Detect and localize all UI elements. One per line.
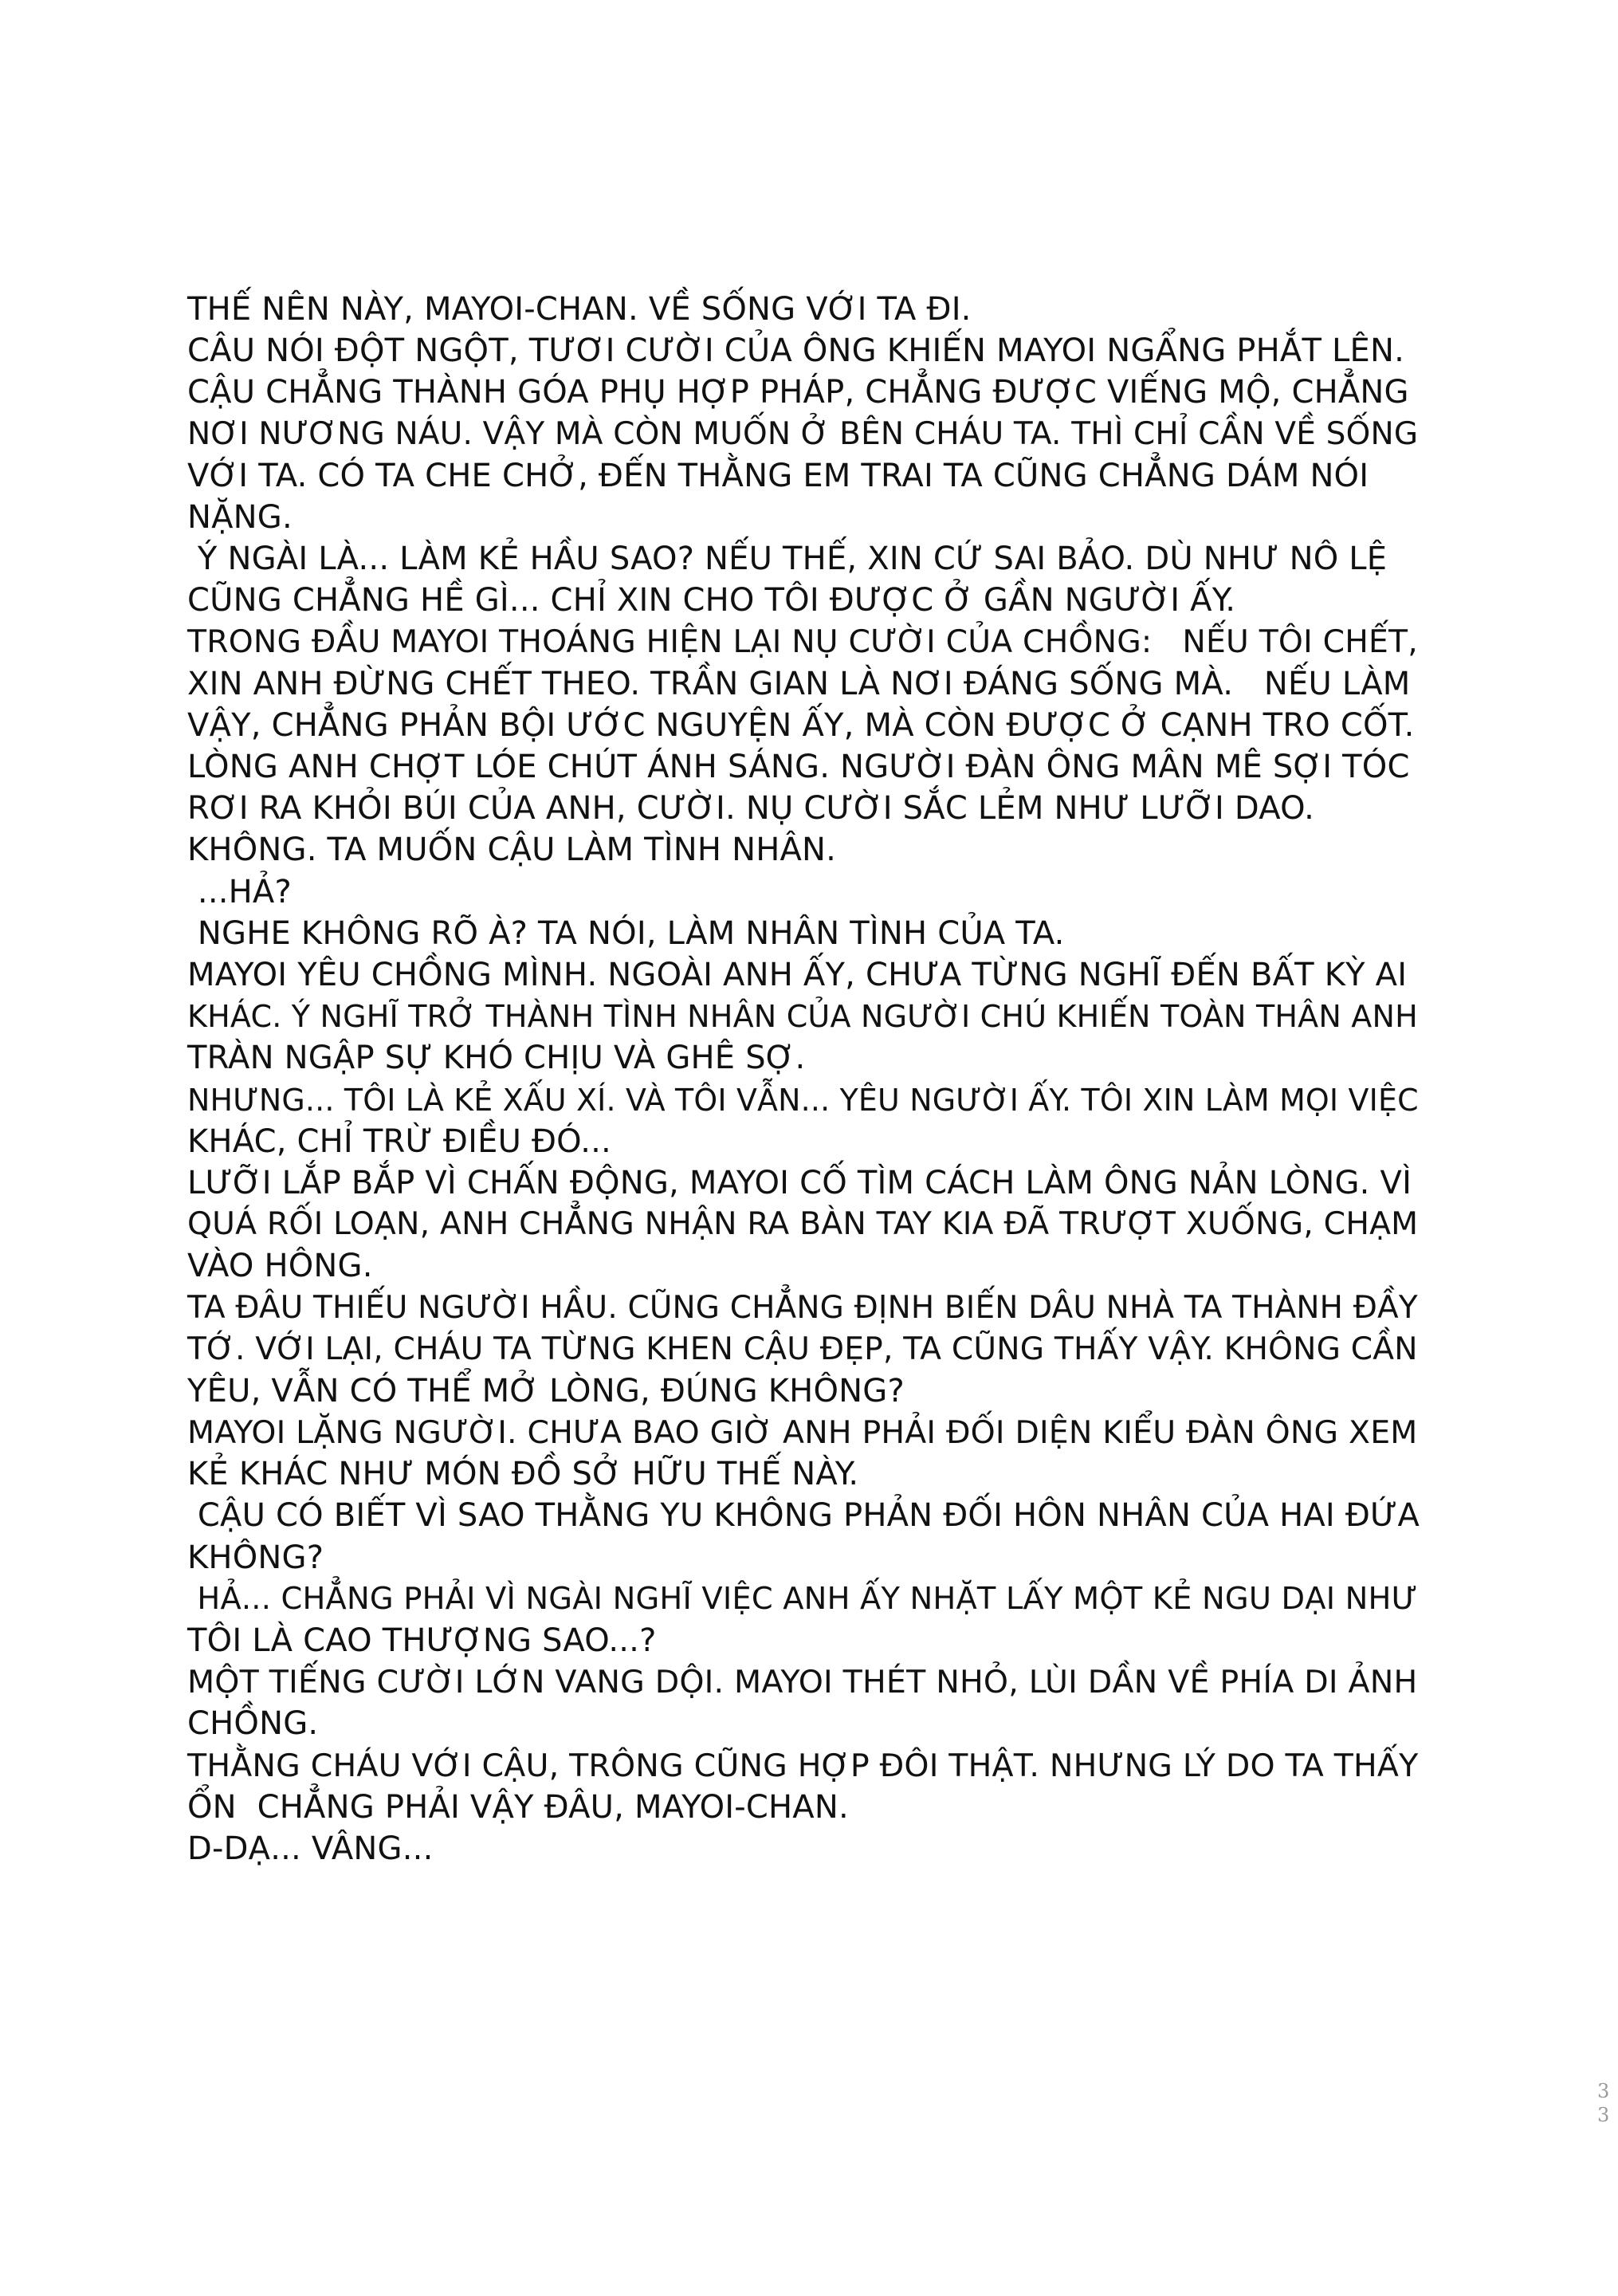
page-number-digit: 3: [1597, 2080, 1610, 2102]
text-line: RƠI RA KHỎI BÚI CỦA ANH, CƯỜI. NỤ CƯỜI SẮC LẺM NHƯ LƯỠI DAO.: [187, 790, 1315, 828]
text-line: CŨNG CHẲNG HỀ GÌ... CHỈ XIN CHO TÔI ĐƯỢC Ở GẦN NGƯỜI ẤY.: [187, 582, 1236, 619]
text-line: MAYOI YÊU CHỒNG MÌNH. NGOÀI ANH ẤY, CHƯA TỪNG NGHĨ ĐẾN BẤT KỲ AI: [187, 957, 1408, 993]
text-line: TA ĐÂU THIẾU NGƯỜI HẦU. CŨNG CHẲNG ĐỊNH BIẾN DÂU NHÀ TA THÀNH ĐẦY: [187, 1289, 1418, 1326]
text-line: KHÁC, CHỈ TRỪ ĐIỀU ĐÓ...: [187, 1122, 611, 1160]
text-line: THẰNG CHÁU VỚI CẬU, TRÔNG CŨNG HỢP ĐÔI THẬT. NHƯNG LÝ DO TA THẤY: [187, 1747, 1419, 1784]
text-line: LÒNG ANH CHỢT LÓE CHÚT ÁNH SÁNG. NGƯỜI ĐÀN ÔNG MÂN MÊ SỢI TÓC: [187, 749, 1410, 786]
text-line: THẾ NÊN NÀY, MAYOI-CHAN. VỀ SỐNG VỚI TA ĐI.: [187, 291, 972, 328]
text-line: YÊU, VẪN CÓ THỂ MỞ LÒNG, ĐÚNG KHÔNG?: [187, 1372, 905, 1409]
text-line: XIN ANH ĐỪNG CHẾT THEO. TRẦN GIAN LÀ NƠI ĐÁNG SỐNG MÀ. NẾU LÀM: [187, 665, 1411, 702]
text-line: ...HẢ?: [187, 873, 292, 910]
text-line: ỔN CHẲNG PHẢI VẬY ĐÂU, MAYOI-CHAN.: [187, 1788, 849, 1826]
text-line: D-DẠ... VÂNG...: [187, 1830, 434, 1867]
text-line: NẶNG.: [187, 498, 293, 536]
page-number-digit: 3: [1597, 2104, 1610, 2126]
text-line: KHÔNG. TA MUỐN CẬU LÀM TÌNH NHÂN.: [187, 832, 837, 869]
text-line: NHƯNG... TÔI LÀ KẺ XẤU XÍ. VÀ TÔI VẪN... YÊU NGƯỜI ẤY. TÔI XIN LÀM MỌI VIỆC: [187, 1082, 1419, 1118]
text-line: CẬU CÓ BIẾT VÌ SAO THẰNG YU KHÔNG PHẢN ĐỐI HÔN NHÂN CỦA HAI ĐỨA: [187, 1497, 1420, 1535]
text-line: KẺ KHÁC NHƯ MÓN ĐỒ SỞ HỮU THẾ NÀY.: [187, 1456, 859, 1493]
text-line: TÔI LÀ CAO THƯỢNG SAO...?: [187, 1622, 657, 1659]
text-line: TRÀN NGẬP SỰ KHÓ CHỊU VÀ GHÊ SỢ.: [187, 1040, 806, 1077]
text-line: CHỒNG.: [187, 1705, 319, 1743]
text-line: CẬU CHẲNG THÀNH GÓA PHỤ HỢP PHÁP, CHẲNG ĐƯỢC VIẾNG MỘ, CHẲNG: [187, 374, 1409, 411]
text-line: VỚI TA. CÓ TA CHE CHỞ, ĐẾN THẰNG EM TRAI TA CŨNG CHẲNG DÁM NÓI: [187, 457, 1369, 494]
text-line: HẢ... CHẲNG PHẢI VÌ NGÀI NGHĨ VIỆC ANH ẤY NHẶT LẤY MỘT KẺ NGU DẠI NHƯ: [187, 1580, 1418, 1617]
text-line: KHÁC. Ý NGHĨ TRỞ THÀNH TÌNH NHÂN CỦA NGƯỜI CHÚ KHIẾN TOÀN THÂN ANH: [187, 999, 1418, 1035]
body-text: [187, 289, 1431, 1869]
text-line: TỚ. VỚI LẠI, CHÁU TA TỪNG KHEN CẬU ĐẸP, TA CŨNG THẤY VẬY. KHÔNG CẦN: [187, 1331, 1418, 1367]
text-line: NGHE KHÔNG RÕ À? TA NÓI, LÀM NHÂN TÌNH CỦA TA.: [187, 914, 1065, 952]
text-line: CÂU NÓI ĐỘT NGỘT, TƯƠI CƯỜI CỦA ÔNG KHIẾN MAYOI NGẨNG PHẮT LÊN.: [187, 332, 1405, 370]
text-line: VÀO HÔNG.: [187, 1248, 373, 1285]
text-line: QUÁ RỐI LOẠN, ANH CHẲNG NHẬN RA BÀN TAY KIA ĐÃ TRƯỢT XUỐNG, CHẠM: [187, 1206, 1419, 1243]
page-number: [1597, 2079, 1608, 2127]
text-line: TRONG ĐẦU MAYOI THOÁNG HIỆN LẠI NỤ CƯỜI CỦA CHỒNG: NẾU TÔI CHẾT,: [187, 623, 1418, 660]
text-line: KHÔNG?: [187, 1539, 324, 1576]
text-line: VẬY, CHẲNG PHẢN BỘI ƯỚC NGUYỆN ẤY, MÀ CÒN ĐƯỢC Ở CẠNH TRO CỐT.: [187, 706, 1415, 744]
text-line: NƠI NƯƠNG NÁU. VẬY MÀ CÒN MUỐN Ở BÊN CHÁU TA. THÌ CHỈ CẦN VỀ SỐNG: [187, 415, 1419, 452]
text-line: MAYOI LẶNG NGƯỜI. CHƯA BAO GIỜ ANH PHẢI ĐỐI DIỆN KIỂU ĐÀN ÔNG XEM: [187, 1414, 1418, 1452]
text-line: Ý NGÀI LÀ... LÀM KẺ HẦU SAO? NẾU THẾ, XIN CỨ SAI BẢO. DÙ NHƯ NÔ LỆ: [187, 541, 1388, 578]
text-line: LƯỠI LẮP BẮP VÌ CHẤN ĐỘNG, MAYOI CỐ TÌM CÁCH LÀM ÔNG NẢN LÒNG. VÌ: [187, 1164, 1412, 1201]
text-line: MỘT TIẾNG CƯỜI LỚN VANG DỘI. MAYOI THÉT NHỎ, LÙI DẦN VỀ PHÍA DI ẢNH: [187, 1664, 1418, 1701]
